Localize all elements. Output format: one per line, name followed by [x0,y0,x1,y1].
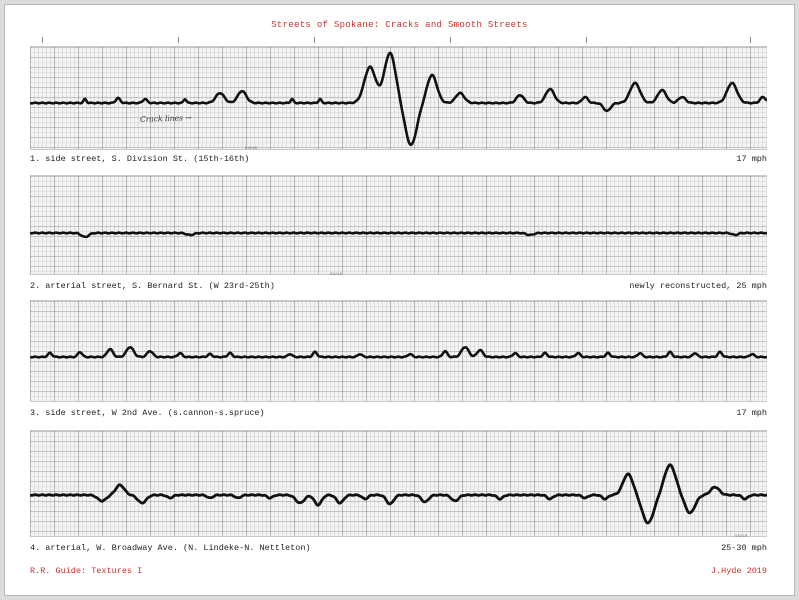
strip-label-2: 2. arterial street, S. Bernard St. (W 23rd-25th) [30,281,275,291]
page-title: Streets of Spokane: Cracks and Smooth Streets [271,20,528,30]
strip-label-1: 1. side street, S. Division St. (15th-16th) [30,154,250,164]
serial-mark-1: 9421B [245,147,258,151]
top-tick-row [30,37,767,43]
trace-2 [30,176,767,274]
waveform-trace-3 [30,347,767,357]
trace-3 [30,301,767,401]
serial-mark-2: 9421B [330,273,343,277]
waveform-trace-4 [30,465,767,523]
chart-strip-1 [30,46,767,150]
strip-label-3: 3. side street, W 2nd Ave. (s.cannon-s.spruce) [30,408,265,418]
strip-speed-3: 17 mph [736,408,767,418]
strip-label-4: 4. arterial, W. Broadway Ave. (N. Lindeke-N. Nettleton) [30,543,311,553]
strip-speed-1: 17 mph [736,154,767,164]
waveform-trace-1 [30,53,767,145]
strip-speed-4: 25-30 mph [721,543,767,553]
handwritten-annotation: Crack lines → [139,113,192,124]
chart-strip-3 [30,300,767,402]
trace-1 [30,47,767,149]
footer-author: J.Hyde 2019 [710,566,767,576]
trace-4 [30,431,767,536]
strip-speed-2: newly reconstructed, 25 mph [629,281,767,291]
chart-strip-2 [30,175,767,275]
waveform-trace-2 [30,233,767,237]
chart-strip-4 [30,430,767,537]
serial-mark-4: 9421B [735,535,748,539]
footer-guide-title: R.R. Guide: Textures I [30,566,143,576]
